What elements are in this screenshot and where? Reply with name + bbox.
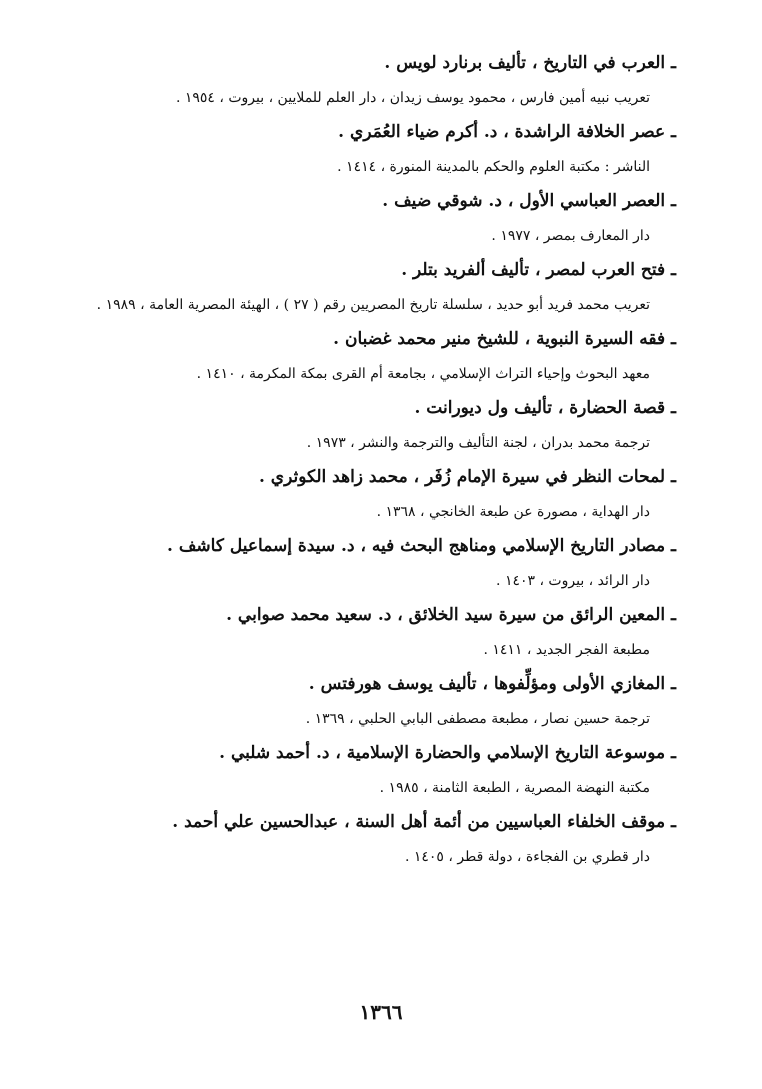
bibliography-entry <box>40 466 676 522</box>
entry-title: ـ العصر العباسي الأول ، د. شوقي ضيف . <box>382 191 676 211</box>
entry-detail: ترجمة محمد بدران ، لجنة التأليف والترجمة والنشر ، ١٩٧٣ . <box>306 435 650 451</box>
bibliography-entry <box>40 673 676 729</box>
entry-title: ـ العرب في التاريخ ، تأليف برنارد لويس . <box>384 53 676 73</box>
bibliography-entry <box>40 604 676 660</box>
entry-title: ـ موسوعة التاريخ الإسلامي والحضارة الإسلامية ، د. أحمد شلبي . <box>219 743 676 763</box>
bibliography-entry <box>40 811 676 867</box>
bibliography-list <box>40 52 676 867</box>
entry-detail: ترجمة حسين نصار ، مطبعة مصطفى البابي الحلبي ، ١٣٦٩ . <box>305 711 650 727</box>
entry-title: ـ المغازي الأولى ومؤلِّفوها ، تأليف يوسف هورفتس . <box>308 674 676 694</box>
entry-detail: معهد البحوث وإحياء التراث الإسلامي ، بجامعة أم القرى بمكة المكرمة ، ١٤١٠ . <box>196 366 650 382</box>
entry-title: ـ قصة الحضارة ، تأليف ول ديورانت . <box>414 398 676 418</box>
bibliography-entry <box>40 742 676 798</box>
bibliography-entry <box>40 259 676 315</box>
bibliography-entry <box>40 52 676 108</box>
bibliography-entry <box>40 121 676 177</box>
entry-detail: دار قطري بن الفجاءة ، دولة قطر ، ١٤٠٥ . <box>404 849 650 865</box>
entry-detail: مكتبة النهضة المصرية ، الطبعة الثامنة ، ١٩٨٥ . <box>379 780 650 796</box>
entry-detail: دار الهداية ، مصورة عن طبعة الخانجي ، ١٣٦٨ . <box>376 504 650 520</box>
entry-title: ـ المعين الرائق من سيرة سيد الخلائق ، د. سعيد محمد صوابي . <box>226 605 676 625</box>
entry-detail: دار الرائد ، بيروت ، ١٤٠٣ . <box>496 573 650 589</box>
entry-title: ـ فقه السيرة النبوية ، للشيخ منير محمد غضبان . <box>333 329 676 349</box>
bibliography-entry <box>40 397 676 453</box>
entry-detail: تعريب محمد فريد أبو حديد ، سلسلة تاريخ المصريين رقم ( ٢٧ ) ، الهيئة المصرية العامة ، ١٩٨٩ . <box>96 297 650 313</box>
entry-title: ـ فتح العرب لمصر ، تأليف ألفريد بتلر . <box>401 260 676 280</box>
entry-detail: الناشر : مكتبة العلوم والحكم بالمدينة المنورة ، ١٤١٤ . <box>337 159 650 175</box>
bibliography-entry <box>40 328 676 384</box>
bibliography-entry <box>40 535 676 591</box>
entry-title: ـ عصر الخلافة الراشدة ، د. أكرم ضياء العُمَري . <box>338 122 676 142</box>
entry-title: ـ موقف الخلفاء العباسيين من أئمة أهل السنة ، عبدالحسين علي أحمد . <box>172 812 676 832</box>
entry-title: ـ لمحات النظر في سيرة الإمام زُفَر ، محمد زاهد الكوثري . <box>258 467 676 487</box>
bibliography-entry <box>40 190 676 246</box>
page-number: ١٣٦٦ <box>359 1000 403 1024</box>
entry-detail: تعريب نبيه أمين فارس ، محمود يوسف زيدان ، دار العلم للملايين ، بيروت ، ١٩٥٤ . <box>175 90 650 106</box>
entry-detail: دار المعارف بمصر ، ١٩٧٧ . <box>491 228 650 244</box>
entry-title: ـ مصادر التاريخ الإسلامي ومناهج البحث فيه ، د. سيدة إسماعيل كاشف . <box>167 536 676 556</box>
entry-detail: مطبعة الفجر الجديد ، ١٤١١ . <box>483 642 650 658</box>
